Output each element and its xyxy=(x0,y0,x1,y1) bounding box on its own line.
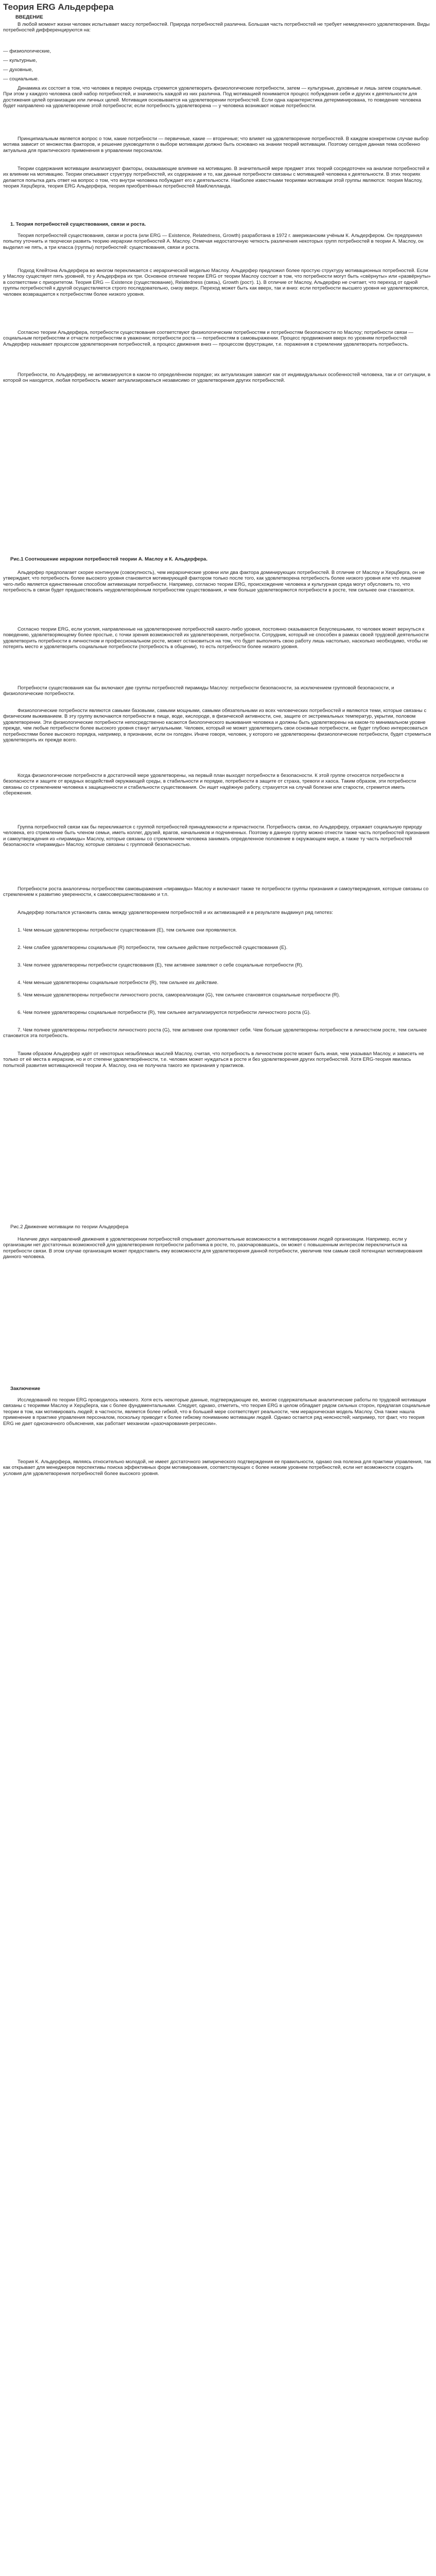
intro-heading: ВВЕДЕНИЕ xyxy=(15,14,43,20)
figure-2-caption: Рис.2 Движение мотивации по теории Альдерфера xyxy=(10,1224,129,1230)
section-1-paragraph-4: Потребности, по Альдерферу, не активизируются в каком-то определённом порядке; их актуализация зависит как от индивидуальных особенностей человека, так и от ситуации, в которой он находится, любая потребность может актуализироваться независимо от удовлетворения других потребностей. xyxy=(3,372,431,384)
needs-list-item: — культурные, xyxy=(3,58,37,63)
section-2-paragraph-8: Альдерфер попытался установить связь между удовлетворением потребностей и их активизацией и в результате выдвинул ряд гипотез: xyxy=(18,910,333,916)
conclusion-paragraph-1: Исследований по теории ERG проводилось немного. Хотя есть некоторые данные, подтверждающие ее, многие содержательные аналитические работы по трудовой мотивации связаны с теориями Маслоу и Херцберга, как с более фундаментальными. Следует, однако, отметить, что теория ERG в целом обладает рядом сильных сторон, предлагая социальные теории в том, как мотивировать людей; в частности, является более гибкой, что в большей мере соответствует реальности, чем иерархическая модель Маслоу. Она также нашла применение в практике управления персоналом, поскольку приводит к более гибкому пониманию мотивации людей. Однако остается ряд неясностей; например, тот факт, что теория ERG не дает однозначного объяснения, как работает механизм «разочарования-регрессии». xyxy=(3,1397,430,1427)
figure-1-placeholder xyxy=(3,402,431,556)
section-2-paragraph-4: Физиологические потребности являются самыми базовыми, самыми мощными, самыми обязательными из всех человеческих потребностей и являются теми, которые связаны с физическим выживанием. В эту группу включаются потребности в пище, воде, кислороде, в физической активности, сне, защите от экстремальных температур, укрытии, половом удовлетворении. Эти физиологические потребности непосредственно касаются биологического выживания человека и должны быть удовлетворены на каком-то минимальном уровне прежде, чем любые потребности более высокого уровня станут актуальными. Человек, который не может удовлетворить свои основные потребности, не будет глубоко интересоваться потребностями более высокого порядка, например, в признании, если он голоден. Иначе говоря, человек, у которого не удовлетворены физиологические потребности, будет стремиться удовлетворить их прежде всего. xyxy=(3,708,431,743)
intro-paragraph-4: Теории содержания мотивации анализируют факторы, оказывающие влияние на мотивацию. В значительной мере предмет этих теорий сосредоточен на анализе потребностей и их влиянии на мотивацию. Теории описывают структуру потребностей, их содержание и то, как данные потребности связаны с мотивацией человека к деятельности. В этих теориях делается попытка дать ответ на вопрос о том, что внутри человека побуждает его к деятельности. Наиболее известными теориями мотивации этой группы являются: теория Маслоу, теория Херцберга, теория ERG Альдерфера, теория приобретённых потребностей МакКлелланда. xyxy=(3,166,429,190)
section-2-paragraph-9: Таким образом Альдерфер идёт от некоторых незыблемых мыслей Маслоу, считая, что потребность в личностном росте может быть иная, чем указывал Маслоу, и зависеть не только от её места в иерархии, но и от степени удовлетворённости, т.е. человек может нуждаться в росте и без удовлетворения других потребностей. Хотя ERG-теория явилась попыткой развития мотивационной теории А. Маслоу, она не получила такого же признания у практиков. xyxy=(3,1051,424,1069)
section-2-paragraph-7: Потребности роста аналогичны потребностям самовыражения «пирамиды» Маслоу и включают также те потребности группы признания и самоутверждения, которые связаны со стремлением к развитию уверенности, к самосовершенствованию и т.п. xyxy=(3,886,429,898)
hypothesis-item: 4. Чем меньше удовлетворены социальные потребности (R), тем сильнее их действие. xyxy=(18,980,219,986)
needs-list-item: — духовные, xyxy=(3,67,33,73)
section-1-paragraph-1: Теория потребностей существования, связи и роста (или ERG — Existence, Relatedness, Growth) разработана в 1972 г. американским учёным К. Альдерфером. Он предпринял попытку уточнить и творчески развить теорию иерархии потребностей А. Маслоу. Отмечая недостаточную четкость различения некоторых групп потребностей в теории А. Маслоу, он выделил не пять, а три класса (группы) потребностей: существования, связи и роста. xyxy=(3,233,424,250)
needs-list-item: — социальные. xyxy=(3,76,39,82)
intro-paragraph-2: Динамика их состоит в том, что человек в первую очередь стремится удовлетворить физиологические потребности, затем — культурные, духовные и лишь затем социальные. При этом у каждого человека свой набор потребностей, и значимость каждой из них различна. Под мотивацией понимается процесс побуждения себя и других к деятельности для достижения целей организации или личных целей. Мотивация основывается на удовлетворении потребностей. Если одна характеристика детерминирована, то поведение человека будет направлено на удовлетворение этой потребности; если потребность удовлетворена — у человека возникают новые потребности. xyxy=(3,86,422,109)
hypothesis-item: 5. Чем меньше удовлетворены потребности личностного роста, самореализации (G), тем сильнее становятся социальные потребности (R). xyxy=(18,992,340,998)
hypothesis-item: 7. Чем полнее удовлетворены потребности личностного роста (G), тем активнее они проявляют себя. Чем больше удовлетворены потребности в личностном росте, тем сильнее становится эта потребность. xyxy=(3,1027,427,1039)
section-2-paragraph-3: Потребности существования как бы включают две группы потребностей пирамиды Маслоу: потребности безопасности, за исключением групповой безопасности, и физиологические потребности. xyxy=(3,685,394,697)
section-2-paragraph-1: Альдерфер предполагает скорее континуум (совокупность), чем иерархические уровни или два фактора доминирующих потребностей. В отличие от Маслоу и Херцберга, он не утверждает, что потребность более высокого уровня становится мотивирующей фактором только после того, как удовлетворена потребность более низкого уровня или что лишение чего-либо является единственным способом активизации потребности. Например, согласно теории ERG, происхождение человека и культурная среда могут обусловить то, что потребность в связи будет предшествовать неудовлетворённым потребностям существования, и чем больше удовлетворяются потребности в росте, тем сильнее они становятся. xyxy=(3,570,425,594)
hypothesis-item: 6. Чем полнее удовлетворены социальные потребности (R), тем сильнее актуализируются потребности личностного роста (G). xyxy=(18,1010,311,1015)
needs-list-item: — физиологические, xyxy=(3,48,51,54)
hypothesis-item: 1. Чем меньше удовлетворены потребности существования (E), тем сильнее они проявляются. xyxy=(18,927,237,933)
figure-1-caption: Рис.1 Соотношение иерархии потребностей теории А. Маслоу и К. Альдерфера. xyxy=(10,556,207,562)
section-2-paragraph-6: Группа потребностей связи как бы перекликается с группой потребностей принадлежности и причастности. Потребность связи, по Альдерферу, отражает социальную природу человека, его стремление быть членом семьи, иметь коллег, друзей, врагов, начальников и подчиненных. Поэтому в данную группу можно отнести также часть потребностей признания и самоутверждения из «пирамиды» Маслоу, которые связаны со стремлением человека занимать определенное положение в окружающем мире, а также ту часть потребностей безопасности «пирамиды» Маслоу, которые связаны с групповой безопасностью. xyxy=(3,824,430,848)
section-2-paragraph-5: Когда физиологические потребности в достаточной мере удовлетворены, на первый план выходят потребности в безопасности. К этой группе относятся потребности в безопасности и защите от вредных воздействий окружающей среды, в стабильности и порядке, потребности в защите от страха, тревоги и хаоса. Таким образом, эти потребности связаны со стремлением человека к защищенности и стабильности существования. Он ищет надёжную работу, страхуется на случай болезни или старости, стремится иметь сбережения. xyxy=(3,773,416,796)
section-1-heading: 1. Теория потребностей существования, связи и роста. xyxy=(10,222,146,227)
spacer xyxy=(3,1278,431,1381)
document-title: Теория ERG Альдерфера xyxy=(3,2,114,12)
section-1-paragraph-2: Подход Клейтона Альдерфера во многом перекликается с иерархической моделью Маслоу. Альдерфер предложил более простую структуру мотивационных потребностей. Если у Маслоу существует пять уровней, то у Альдерфера их три. Основное отличие теории ERG от теории Маслоу состоит в том, что потребности могут быть «свёрнуты» или «развёрнуты» в соответствии с приоритетом. Теория ERG — Existence (существование), Relatedness (связь), Growth (рост). 1). В отличие от Маслоу, Альдерфер не считает, что переход от одной группы потребностей к другой осуществляется строго последовательно, снизу вверх. Переход может быть как вверх, так и вниз: если потребности высшего уровня не удовлетворяются, человек возвращается к потребностям более низкого уровня. xyxy=(3,268,431,297)
intro-paragraph-1: В любой момент жизни человек испытывает массу потребностей. Природа потребностей различна. Большая часть потребностей не требует немедленного удовлетворения. Виды потребностей дифференцируются на: xyxy=(3,22,430,33)
intro-paragraph-3: Принципиальным является вопрос о том, какие потребности — первичные, какие — вторичные; что влияет на удовлетворение потребностей. В каждом конкретном случае выбор мотива зависит от множества факторов, и решение руководителя о выборе мотивации должно быть основано на знании теорий мотивации. Поэтому сегодня данная тема особенно актуальна для практического применения в управлении персоналом. xyxy=(3,136,429,154)
hypothesis-item: 3. Чем полнее удовлетворены потребности существования (E), тем активнее заявляют о себе социальные потребности (R). xyxy=(18,962,304,968)
section-1-paragraph-3: Согласно теории Альдерфера, потребности существования соответствуют физиологическим потребностям и потребностям безопасности по Маслоу; потребности связи — социальным потребностям и отчасти потребностям в уважении; потребности роста — потребностям в самовыражении. Процесс продвижения вверх по уровням потребностей Альдерфер называет процессом удовлетворения потребностей, а процесс движения вниз — процессом фрустрации, т.е. поражения в стремлении удовлетворить потребность. xyxy=(3,330,413,347)
figure-2-placeholder xyxy=(3,1087,431,1221)
conclusion-heading: Заключение xyxy=(10,1386,41,1392)
conclusion-paragraph-2: Теория К. Альдерфера, являясь относительно молодой, не имеет достаточного эмпирического подтверждения ее правильности, однако она полезна для практики управления, так как открывает для менеджеров перспективы поиска эффективных форм мотивирования, соответствующих с более низким уровнем потребностей, если нет возможности создать условия для удовлетворения потребностей более высокого уровня. xyxy=(3,1459,431,1477)
section-2-paragraph-2: Согласно теории ERG, если усилия, направленные на удовлетворение потребностей какого-либо уровня, постоянно оказываются безуспешными, то человек может вернуться к поведению, удовлетворяющему более простые, с точки зрения возможностей их удовлетворения, потребности. Сотрудник, который не способен в рамках своей трудовой деятельности удовлетворить потребности в личностном и профессиональном росте, может остановиться на том, что будет выполнять свою работу лишь настолько, насколько необходимо, чтобы не потерять место и удовлетворить социальные потребности (потребность в общении), то есть потребности более низкого уровня. xyxy=(3,626,429,650)
section-2-paragraph-10: Наличие двух направлений движения в удовлетворении потребностей открывает дополнительные возможности в мотивировании людей организации. Например, если у организации нет достаточных возможностей для удовлетворения потребности работника в росте, то, разочаровавшись, он может с повышенным интересом переключиться на потребности связи. В этом случае организация может предоставить ему возможности для удовлетворения данной потребности, увеличив тем самым свой потенциал мотивирования данного человека. xyxy=(3,1236,423,1260)
hypothesis-item: 2. Чем слабее удовлетворены социальные (R) потребности, тем сильнее действие потребностей существования (E). xyxy=(18,945,288,951)
